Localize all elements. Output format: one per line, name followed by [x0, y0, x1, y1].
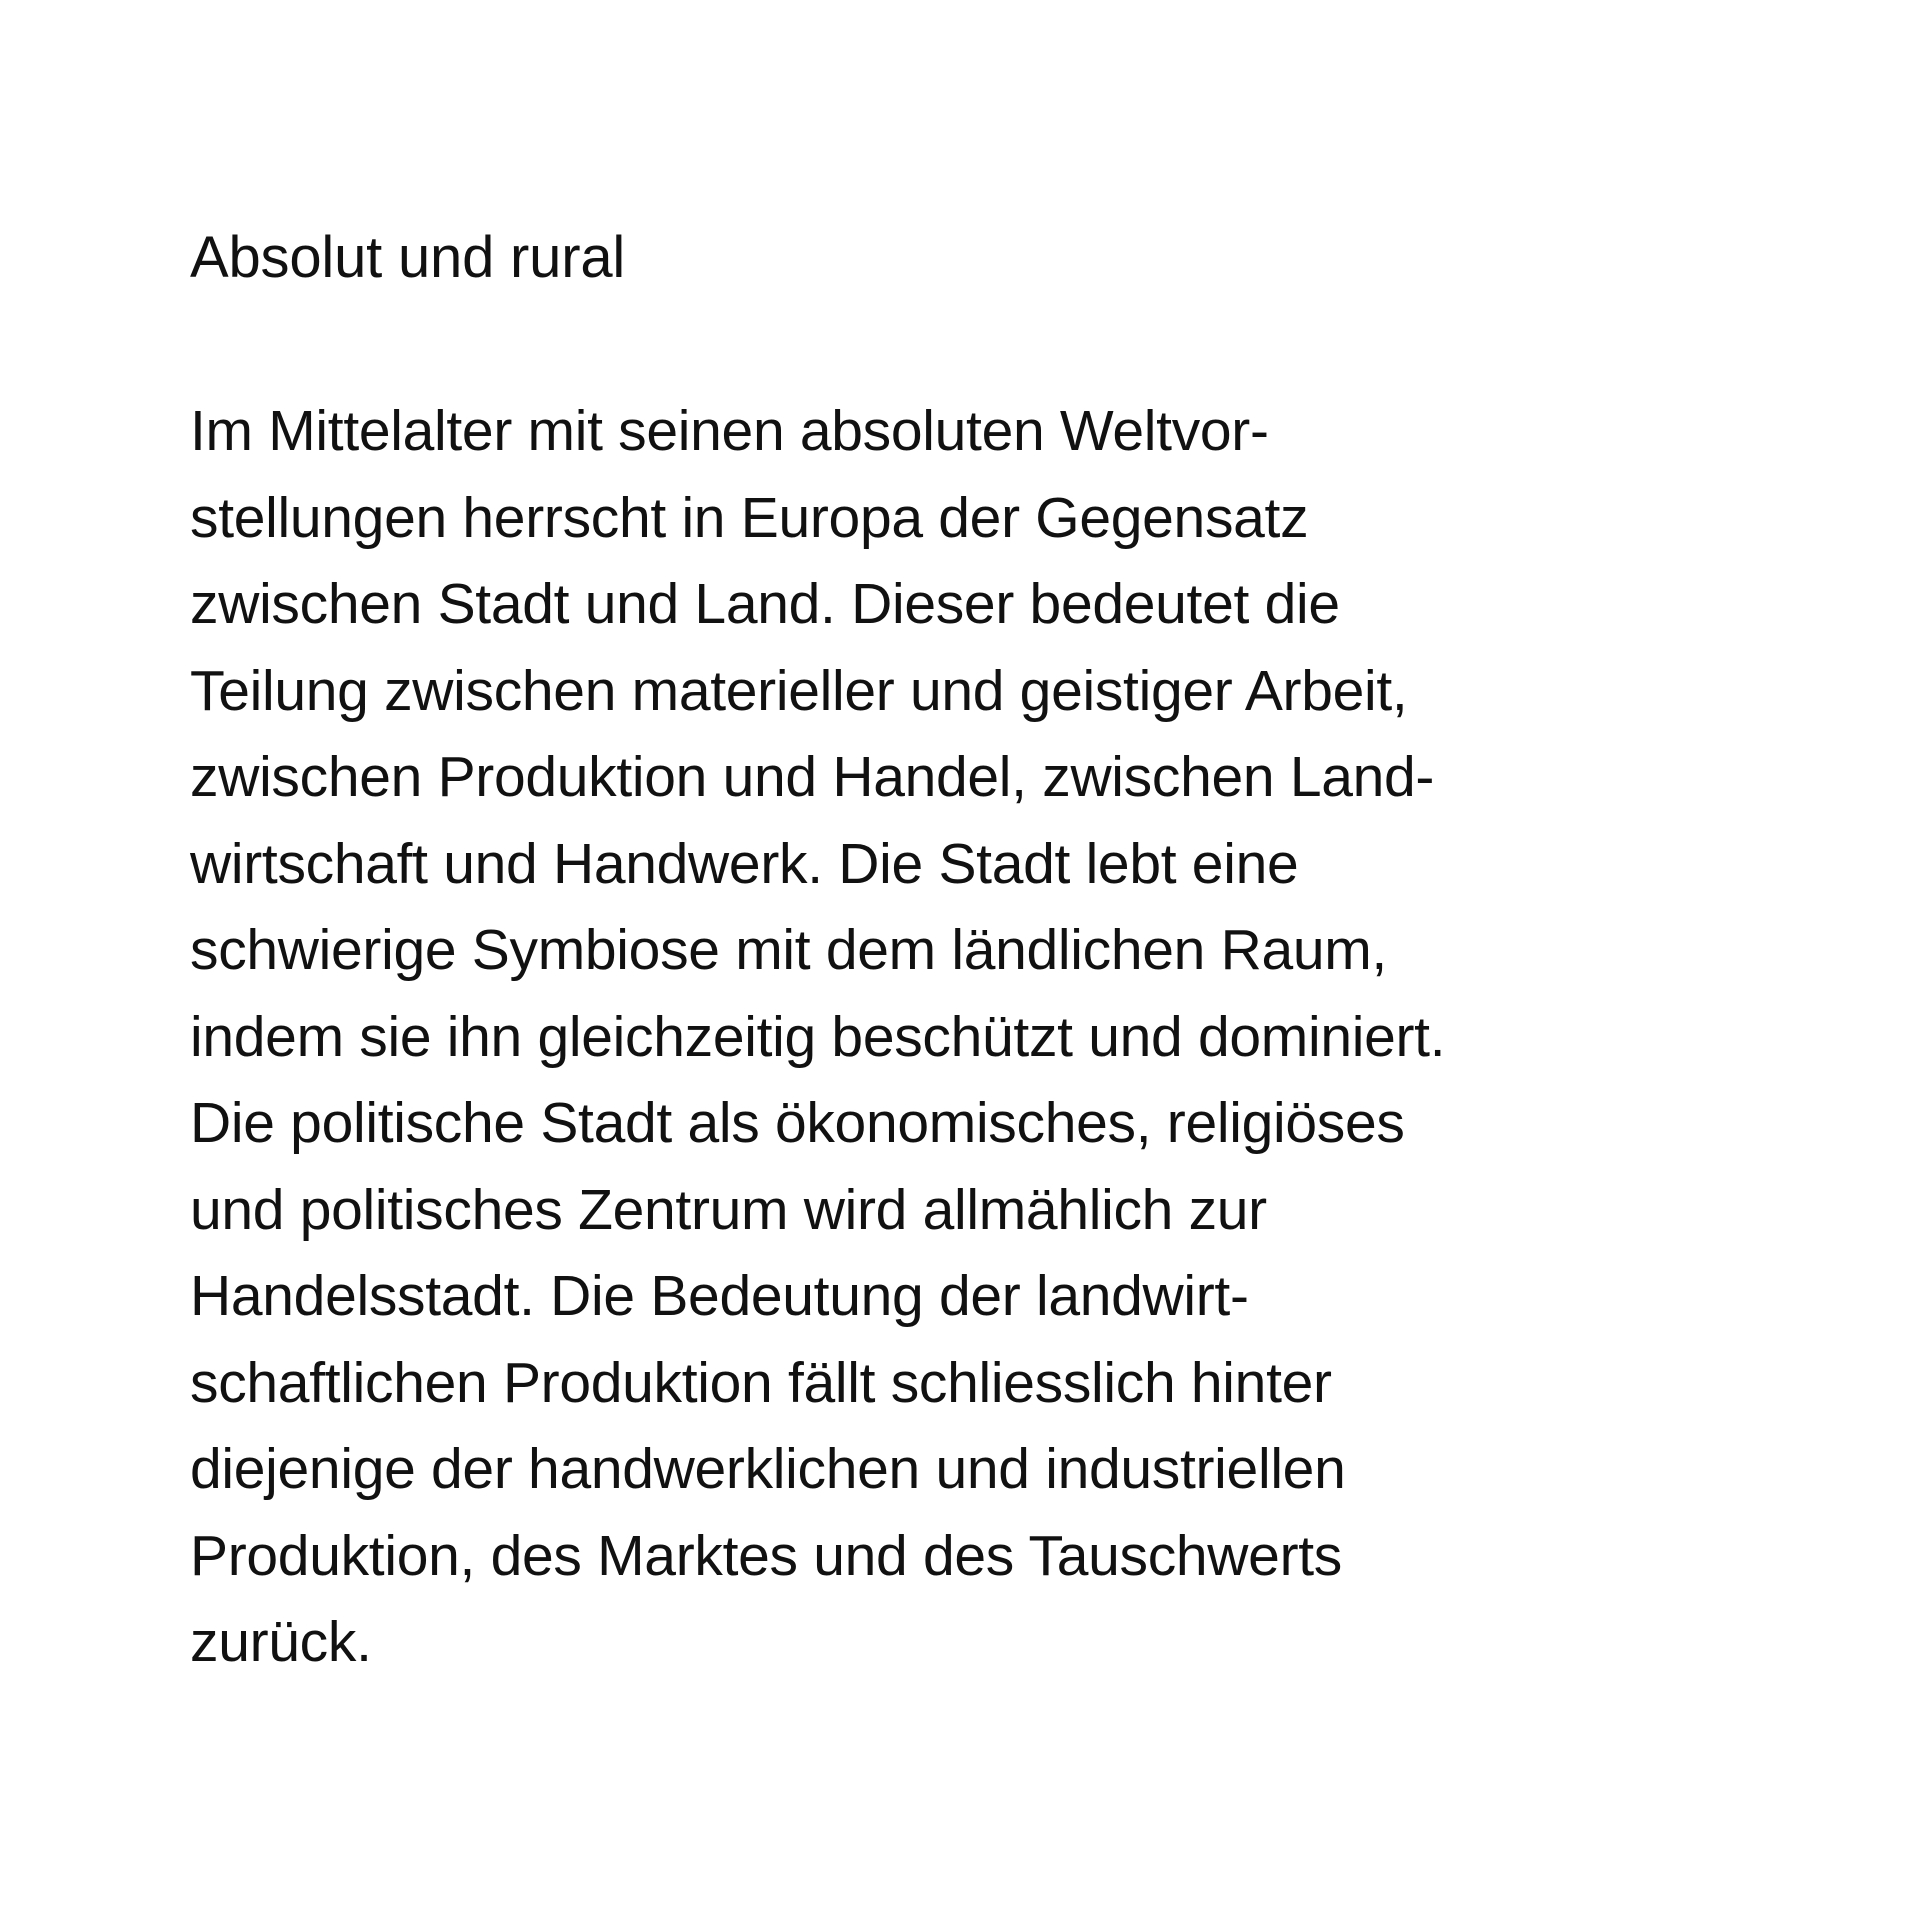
paragraph-line: schwierige Symbiose mit dem ländlichen Raum, [190, 918, 1387, 982]
page-title: Absolut und rural [190, 225, 626, 290]
paragraph-line: zwischen Stadt und Land. Dieser bedeutet die [190, 572, 1340, 636]
paragraph-line: schaftlichen Produktion fällt schliesslich hinter [190, 1350, 1332, 1415]
paragraph-line: Handelsstadt. Die Bedeutung der landwirt- [190, 1264, 1249, 1328]
body-paragraph [190, 388, 1690, 1686]
paragraph-line: zwischen Produktion und Handel, zwischen Land- [190, 745, 1435, 809]
paragraph-line: stellungen herrscht in Europa der Gegensatz [190, 485, 1309, 550]
paragraph-line: diejenige der handwerklichen und industriellen [190, 1437, 1346, 1501]
paragraph-line: Produktion, des Marktes und des Tauschwerts [190, 1523, 1342, 1588]
paragraph-line: Teilung zwischen materieller und geistiger Arbeit, [190, 658, 1408, 723]
paragraph-line: zurück. [190, 1610, 372, 1674]
paragraph-line: Die politische Stadt als ökonomisches, religiöses [190, 1091, 1405, 1155]
paragraph-line: Im Mittelalter mit seinen absoluten Weltvor- [190, 399, 1269, 463]
paragraph-line: indem sie ihn gleichzeitig beschützt und dominiert. [190, 1004, 1446, 1069]
paragraph-line: wirtschaft und Handwerk. Die Stadt lebt eine [190, 831, 1299, 896]
paragraph-line: und politisches Zentrum wird allmählich zur [190, 1177, 1267, 1242]
